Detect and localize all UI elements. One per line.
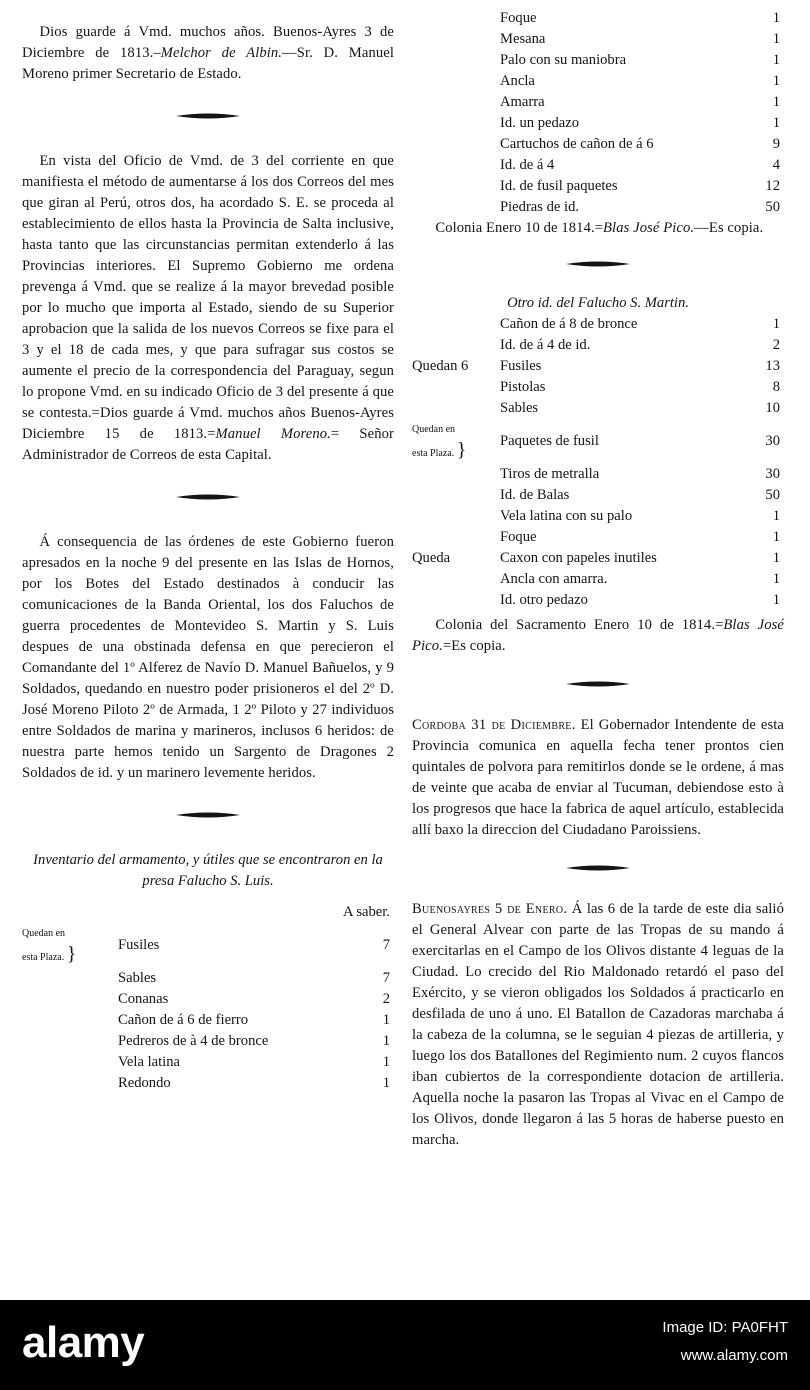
inventory-martin-table (412, 314, 784, 611)
item-label: Mesana (500, 31, 546, 47)
item-count: 1 (382, 1012, 390, 1028)
item-count: 1 (772, 592, 780, 608)
table-row (412, 356, 784, 377)
cordoba-text: El Gobernador Intendente de esta Provincia comunica en aquella fecha tener prontos cien quintales de polvora para remitirlos donde se le ordene, á mas de veinte que acaba de enviar al Tucuman, debiendose esto à los progresos que hace la fabrica de aquel artículo, establecida allí baxo la direccion del Ciudadano Paroissiens. (412, 717, 785, 838)
letter-addressee: —Sr. D. Manuel Moreno primer Secretario de Estado. (22, 45, 394, 82)
table-row (412, 134, 784, 155)
site-url: www.alamy.com (680, 1347, 788, 1364)
signature-melchor: Melchor de Albin. (160, 45, 283, 61)
table-row (412, 377, 784, 398)
item-count: 1 (382, 1054, 390, 1070)
section-divider (176, 111, 240, 121)
item-count: 12 (765, 178, 780, 194)
closing-text: Colonia del Sacramento Enero 10 de 1814.= (435, 617, 724, 633)
item-count: 1 (772, 52, 780, 68)
table-row (22, 1073, 394, 1094)
inventory-luis-continued (412, 8, 784, 218)
item-count: 1 (772, 550, 780, 566)
item-label: Id. un pedazo (500, 115, 580, 131)
capture-paragraph: Á consequencia de las órdenes de este Gobierno fueron apresados en la noche 9 del presente en las Islas de Hornos, por los Botes del Estado destinados à conducir las comunicaciones de la Banda Oriental, los dos Faluchos de guerra procedentes de Montevideo S. Martin y S. Luis despues de una obstinada defensa en que perecieron el Comandante del 1º Alferez de Navío D. Manuel Bañuelos, y 9 Soldados, quedando en nuestro poder prisioneros el del 2º D. José Moreno Piloto 2º de Armada, 1 2º Piloto y 27 individuos entre Soldados de marina y marineros, inclusos 6 heridos: de nuestra parte hemos tenido un Sargento de Dragones 2 Soldados de id. y un marinero levemente heridos. (22, 534, 394, 781)
table-row (412, 398, 784, 419)
table-row (412, 197, 784, 218)
item-label: Paquetes de fusil (500, 433, 599, 449)
item-label: Ancla con amarra. (500, 571, 608, 587)
item-count: 50 (765, 199, 780, 215)
item-count: 1 (772, 31, 780, 47)
table-row (412, 176, 784, 197)
table-row (412, 464, 784, 485)
section-divider (566, 259, 630, 269)
signature-pico: Blas José Pico. (603, 220, 695, 236)
item-label: Fusiles (500, 358, 542, 374)
cordoba-paragraph (412, 715, 784, 841)
image-id: Image ID: PA0FHT (662, 1319, 788, 1336)
table-row (22, 1052, 394, 1073)
item-count: 30 (765, 433, 780, 449)
item-label: Ancla (500, 73, 535, 89)
table-row (22, 902, 394, 923)
item-count: 7 (382, 970, 390, 986)
table-row (22, 1031, 394, 1052)
inventory-title: Inventario del armamento, y útiles que se encontraron en la presa Falucho S. Luis. (33, 852, 383, 889)
item-label: Id. de Balas (500, 487, 570, 503)
item-label: Conanas (118, 991, 169, 1007)
table-row (412, 548, 784, 569)
bracket-line-a: Quedan en (22, 928, 66, 939)
correos-text: En vista del Oficio de Vmd. de 3 del corriente en que manifiesta el método de aumentarse á los dos Correos del mes que giran al Perú, otros dos, ha acordado S. E. se proceda al establecimiento de ellos hasta la Provincia de Salta inclusive, hasta tanto que las circunstancias permitan extenderlo á las Provincias interiores. El Supremo Gobierno me ordena prevenga á Vmd. que se realize á la mayor brevedad posible por lo mucho que importa al Estado, siendo de su Superior aprobacion que la salida de los nuevos Correos se fixe para el 3 y el 18 de cada mes, y que para sufragar sus costos se aumente el precio de la correspondencia del Paraguay, segun lo propone Vmd. en su indicado Oficio de 3 del presente á que se contesta.=Dios guarde á Vmd. muchos años Buenos-Ayres Diciembre 15 de 1813.= (22, 153, 394, 442)
section-divider (566, 679, 630, 689)
bracket-line-a: Quedan en (412, 424, 456, 435)
bracket-line-b: esta Plaza. (412, 448, 455, 459)
item-count: 1 (382, 1075, 390, 1091)
item-label: Piedras de id. (500, 199, 580, 215)
item-count: 1 (772, 73, 780, 89)
correos-addressee: = Señor Administrador de Correos de esta Capital. (22, 426, 394, 463)
item-count: 8 (772, 379, 780, 395)
queda-label: Queda (412, 550, 451, 566)
item-label: Caxon con papeles inutiles (500, 550, 657, 566)
item-count: 1 (772, 571, 780, 587)
item-label: Sables (500, 400, 539, 416)
signature-pico: Blas José Pico. (412, 617, 784, 654)
brace-glyph: } (456, 439, 467, 461)
item-label: Foque (500, 529, 537, 545)
closing-text: Colonia Enero 10 de 1814.= (435, 220, 604, 236)
signature-moreno: Manuel Moreno. (215, 426, 331, 442)
table-row (22, 923, 394, 968)
item-count: 2 (382, 991, 390, 1007)
table-row (22, 968, 394, 989)
item-count: 1 (772, 529, 780, 545)
item-label: Palo con su maniobra (500, 52, 627, 68)
table-row (412, 314, 784, 335)
bracket-line-b: esta Plaza. (22, 952, 65, 963)
letter-closing-paragraph (22, 22, 394, 85)
item-count: 1 (772, 115, 780, 131)
es-copia: =Es copia. (442, 638, 506, 654)
item-label: Amarra (500, 94, 545, 110)
item-count: 1 (772, 508, 780, 524)
right-column (412, 8, 784, 1151)
item-label: Id. de fusil paquetes (500, 178, 618, 194)
buenosayres-dateline: Buenosayres 5 de Enero. (412, 901, 568, 917)
table-row (412, 569, 784, 590)
item-count: 4 (772, 157, 780, 173)
table-row (22, 1010, 394, 1031)
inventory-luis-table (22, 902, 394, 1094)
item-label: Cañon de á 8 de bronce (500, 316, 638, 332)
stock-watermark-bar (0, 1300, 810, 1390)
table-row (412, 92, 784, 113)
item-label: Id. de á 4 (500, 157, 555, 173)
item-count: 7 (382, 937, 390, 953)
correos-paragraph (22, 151, 394, 466)
table-row (412, 590, 784, 611)
table-row (412, 50, 784, 71)
section-divider (566, 863, 630, 873)
item-count: 1 (772, 94, 780, 110)
quedan-bracket-label (412, 419, 500, 464)
table-row (412, 29, 784, 50)
section-divider (176, 492, 240, 502)
table-row (412, 485, 784, 506)
buenosayres-text: Á las 6 de la tarde de este dia salió el General Alvear con parte de las Tropas de su mando á exercitarlas en el Campo de los Olivos distante 4 leguas de la Ciudad. Lo crecido del Rio Maldonado retardó el paso del Exército, y se vieron obligados los Soldados á practicarlo en desfilada de uno á uno. El Batallon de Cazadoras marchaba á la cabeza de la columna, se le seguian 4 piezas de artilleria, y luego los dos Batallones del Regimiento num. 2 cuyos flancos iban cubiertos de la correspondiente dotacion de artilleria. Aquella noche la pasaron las Tropas al Vivac en el Campo de los Olivos, donde llegaron á las 5 horas de haberse puesto en marcha. (412, 901, 784, 1148)
alamy-logo: alamy (22, 1318, 145, 1367)
table-row (412, 506, 784, 527)
footer-info (662, 1314, 788, 1370)
es-copia: —Es copia. (694, 220, 764, 236)
table-row (412, 71, 784, 92)
item-label: Id. de á 4 de id. (500, 337, 591, 353)
table-row (412, 113, 784, 134)
cordoba-dateline: Cordoba 31 de Diciembre. (412, 717, 576, 733)
item-label: Vela latina con su palo (500, 508, 633, 524)
item-count: 13 (765, 358, 780, 374)
table-row (412, 335, 784, 356)
item-label: Cañon de á 6 de fierro (118, 1012, 249, 1028)
item-count: 2 (772, 337, 780, 353)
item-count: 9 (772, 136, 780, 152)
inventory-luis-closing (412, 218, 784, 239)
asaber-label: A saber. (342, 904, 390, 920)
brace-glyph: } (66, 943, 77, 965)
item-label: Sables (118, 970, 157, 986)
item-label: Foque (500, 10, 537, 26)
item-label: Vela latina (118, 1054, 180, 1070)
item-label: Redondo (118, 1075, 171, 1091)
table-row (412, 527, 784, 548)
item-label: Pistolas (500, 379, 546, 395)
table-row (412, 419, 784, 464)
quedan-bracket-label (22, 923, 118, 968)
item-count: 30 (765, 466, 780, 482)
item-count: 1 (382, 1033, 390, 1049)
inventory-martin-closing (412, 615, 784, 657)
table-row (412, 155, 784, 176)
item-count: 50 (765, 487, 780, 503)
item-count: 1 (772, 10, 780, 26)
item-label: Id. otro pedazo (500, 592, 588, 608)
section-divider (176, 810, 240, 820)
item-label: Cartuchos de cañon de á 6 (500, 136, 654, 152)
letter-closing-text: Dios guarde á Vmd. muchos años. Buenos-Ayres 3 de Diciembre de 1813.– (22, 24, 394, 61)
buenosayres-paragraph (412, 899, 784, 1151)
quedan-label: Quedan 6 (412, 358, 469, 374)
item-label: Tiros de metralla (500, 466, 600, 482)
inventory-martin-title: Otro id. del Falucho S. Martin. (507, 295, 689, 311)
item-label: Pedreros de à 4 de bronce (118, 1033, 269, 1049)
table-row (22, 989, 394, 1010)
item-label: Fusiles (118, 937, 160, 953)
item-count: 1 (772, 316, 780, 332)
item-count: 10 (765, 400, 780, 416)
table-row (412, 8, 784, 29)
left-column (22, 22, 394, 1094)
